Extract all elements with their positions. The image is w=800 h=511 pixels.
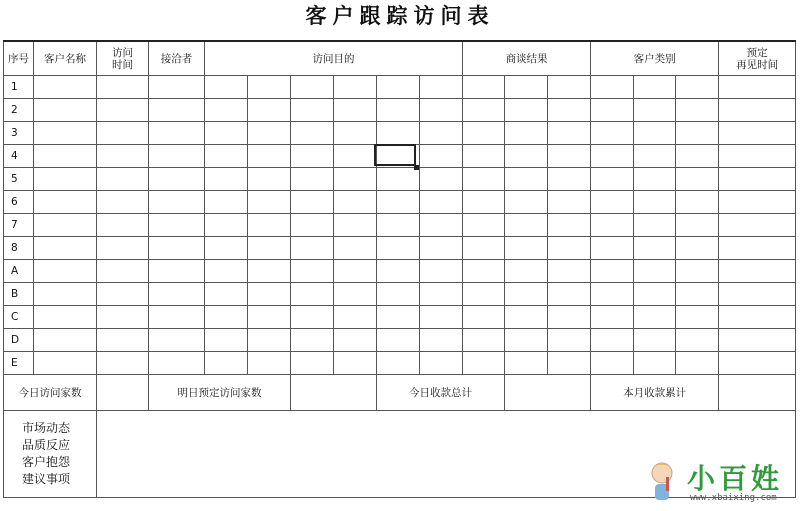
table-cell[interactable]	[505, 306, 548, 329]
table-cell[interactable]	[377, 168, 420, 191]
table-cell[interactable]	[205, 168, 248, 191]
table-cell[interactable]	[291, 214, 334, 237]
table-cell[interactable]	[505, 260, 548, 283]
table-cell[interactable]	[34, 191, 97, 214]
table-cell[interactable]	[505, 122, 548, 145]
row-number: 5	[4, 168, 34, 191]
notes-label-suggestions: 建议事项	[22, 472, 71, 486]
table-cell[interactable]	[634, 237, 676, 260]
table-cell[interactable]	[291, 191, 334, 214]
table-cell[interactable]	[420, 352, 463, 375]
sheet-title: 客户跟踪访问表	[305, 4, 495, 28]
header-seq: 序号	[4, 41, 34, 76]
table-cell[interactable]	[676, 283, 719, 306]
table-cell[interactable]	[248, 99, 291, 122]
table-cell[interactable]	[548, 329, 591, 352]
table-cell[interactable]	[291, 329, 334, 352]
row-number: B	[4, 283, 34, 306]
table-cell[interactable]	[149, 329, 205, 352]
table-cell[interactable]	[377, 260, 420, 283]
summary-today-visits-label: 今日访问家数	[4, 375, 97, 411]
table-cell[interactable]	[97, 329, 149, 352]
table-cell[interactable]	[205, 99, 248, 122]
header-client-name: 客户名称	[34, 41, 97, 76]
table-cell[interactable]	[205, 352, 248, 375]
summary-row	[4, 375, 796, 411]
table-cell[interactable]	[248, 306, 291, 329]
table-cell[interactable]	[334, 99, 377, 122]
table-cell[interactable]	[676, 306, 719, 329]
table-cell[interactable]	[719, 76, 796, 99]
table-cell[interactable]	[463, 283, 505, 306]
mascot-icon	[642, 455, 682, 507]
header-next-visit-text: 预定 再见时间	[736, 46, 779, 71]
table-cell[interactable]	[205, 283, 248, 306]
table-cell[interactable]	[97, 237, 149, 260]
table-cell[interactable]	[334, 168, 377, 191]
table-cell[interactable]	[291, 145, 334, 168]
fill-handle[interactable]	[414, 165, 419, 170]
table-cell[interactable]	[377, 214, 420, 237]
table-cell[interactable]	[591, 329, 634, 352]
row-number: 4	[4, 145, 34, 168]
table-cell[interactable]	[548, 191, 591, 214]
table-cell[interactable]	[463, 99, 505, 122]
table-cell[interactable]	[34, 122, 97, 145]
table-cell[interactable]	[149, 352, 205, 375]
table-cell[interactable]	[34, 145, 97, 168]
table-cell[interactable]	[377, 352, 420, 375]
table-cell[interactable]	[591, 214, 634, 237]
table-cell[interactable]	[505, 214, 548, 237]
table-cell[interactable]	[334, 260, 377, 283]
summary-month-collect-value[interactable]	[719, 375, 796, 411]
summary-tomorrow-visits-value[interactable]	[291, 375, 377, 411]
table-cell[interactable]	[149, 145, 205, 168]
table-row	[4, 329, 796, 352]
table-cell[interactable]	[676, 76, 719, 99]
table-cell[interactable]	[463, 214, 505, 237]
table-cell[interactable]	[463, 352, 505, 375]
table-cell[interactable]	[149, 76, 205, 99]
table-row	[4, 306, 796, 329]
table-cell[interactable]	[634, 168, 676, 191]
table-cell[interactable]	[334, 283, 377, 306]
notes-label-quality: 品质反应	[22, 438, 71, 452]
table-row	[4, 352, 796, 375]
table-cell[interactable]	[205, 329, 248, 352]
table-cell[interactable]	[591, 76, 634, 99]
table-cell[interactable]	[548, 214, 591, 237]
table-cell[interactable]	[291, 283, 334, 306]
table-cell[interactable]	[591, 122, 634, 145]
table-cell[interactable]	[149, 99, 205, 122]
table-cell[interactable]	[420, 76, 463, 99]
row-number: 2	[4, 99, 34, 122]
table-cell[interactable]	[149, 237, 205, 260]
table-cell[interactable]	[334, 329, 377, 352]
table-cell[interactable]	[291, 122, 334, 145]
table-cell[interactable]	[676, 145, 719, 168]
table-cell[interactable]	[205, 237, 248, 260]
table-cell[interactable]	[149, 214, 205, 237]
selected-cell[interactable]	[374, 144, 416, 166]
table-cell[interactable]	[334, 352, 377, 375]
table-cell[interactable]	[634, 283, 676, 306]
table-cell[interactable]	[420, 191, 463, 214]
table-cell[interactable]	[463, 237, 505, 260]
table-cell[interactable]	[248, 283, 291, 306]
notes-label	[4, 411, 97, 498]
table-cell[interactable]	[634, 260, 676, 283]
table-cell[interactable]	[334, 214, 377, 237]
table-cell[interactable]	[591, 145, 634, 168]
table-cell[interactable]	[719, 99, 796, 122]
table-cell[interactable]	[34, 237, 97, 260]
table-cell[interactable]	[719, 352, 796, 375]
table-cell[interactable]	[205, 145, 248, 168]
watermark-url: www.xbaixing.com	[690, 493, 777, 503]
table-cell[interactable]	[676, 99, 719, 122]
table-cell[interactable]	[676, 237, 719, 260]
header-row	[4, 41, 796, 76]
table-cell[interactable]	[463, 306, 505, 329]
table-row	[4, 76, 796, 99]
table-cell[interactable]	[719, 260, 796, 283]
table-cell[interactable]	[377, 99, 420, 122]
table-cell[interactable]	[248, 145, 291, 168]
table-cell[interactable]	[634, 76, 676, 99]
table-cell[interactable]	[291, 76, 334, 99]
table-cell[interactable]	[505, 237, 548, 260]
table-cell[interactable]	[634, 145, 676, 168]
table-cell[interactable]	[97, 191, 149, 214]
table-cell[interactable]	[248, 260, 291, 283]
table-cell[interactable]	[205, 260, 248, 283]
table-cell[interactable]	[291, 99, 334, 122]
table-cell[interactable]	[149, 168, 205, 191]
table-row	[4, 237, 796, 260]
table-cell[interactable]	[420, 214, 463, 237]
row-number: E	[4, 352, 34, 375]
table-cell[interactable]	[719, 122, 796, 145]
table-cell[interactable]	[591, 237, 634, 260]
table-cell[interactable]	[291, 168, 334, 191]
table-cell[interactable]	[205, 122, 248, 145]
table-cell[interactable]	[719, 329, 796, 352]
table-cell[interactable]	[34, 352, 97, 375]
row-number: 6	[4, 191, 34, 214]
row-number: 3	[4, 122, 34, 145]
table-cell[interactable]	[463, 122, 505, 145]
table-cell[interactable]	[248, 168, 291, 191]
data-rows	[4, 76, 796, 375]
table-cell[interactable]	[548, 352, 591, 375]
header-visit-time	[97, 41, 149, 76]
table-cell[interactable]	[377, 306, 420, 329]
table-cell[interactable]	[205, 76, 248, 99]
table-cell[interactable]	[463, 191, 505, 214]
table-cell[interactable]	[334, 237, 377, 260]
table-cell[interactable]	[719, 237, 796, 260]
table-cell[interactable]	[548, 145, 591, 168]
table-cell[interactable]	[420, 283, 463, 306]
table-cell[interactable]	[591, 260, 634, 283]
table-cell[interactable]	[291, 306, 334, 329]
tracking-table-sheet	[3, 40, 795, 498]
table-cell[interactable]	[676, 329, 719, 352]
table-cell[interactable]	[591, 306, 634, 329]
table-cell[interactable]	[505, 168, 548, 191]
table-cell[interactable]	[420, 329, 463, 352]
table-cell[interactable]	[205, 306, 248, 329]
table-cell[interactable]	[334, 306, 377, 329]
table-cell[interactable]	[634, 99, 676, 122]
table-cell[interactable]	[634, 352, 676, 375]
table-cell[interactable]	[248, 329, 291, 352]
table-cell[interactable]	[97, 168, 149, 191]
table-cell[interactable]	[676, 214, 719, 237]
table-cell[interactable]	[97, 99, 149, 122]
table-cell[interactable]	[149, 260, 205, 283]
table-row	[4, 99, 796, 122]
table-cell[interactable]	[97, 76, 149, 99]
table-cell[interactable]	[420, 122, 463, 145]
table-cell[interactable]	[548, 122, 591, 145]
table-cell[interactable]	[97, 122, 149, 145]
table-cell[interactable]	[97, 283, 149, 306]
table-cell[interactable]	[248, 122, 291, 145]
summary-today-collect-value[interactable]	[505, 375, 591, 411]
table-cell[interactable]	[420, 145, 463, 168]
table-cell[interactable]	[377, 76, 420, 99]
table-cell[interactable]	[248, 214, 291, 237]
table-cell[interactable]	[34, 329, 97, 352]
table-cell[interactable]	[548, 283, 591, 306]
table-row	[4, 191, 796, 214]
table-cell[interactable]	[548, 168, 591, 191]
table-cell[interactable]	[719, 214, 796, 237]
table-cell[interactable]	[676, 191, 719, 214]
table-cell[interactable]	[34, 168, 97, 191]
table-cell[interactable]	[248, 76, 291, 99]
table-cell[interactable]	[420, 99, 463, 122]
table-cell[interactable]	[248, 191, 291, 214]
row-number: 1	[4, 76, 34, 99]
header-purpose: 访问目的	[205, 41, 463, 76]
table-cell[interactable]	[634, 329, 676, 352]
table-cell[interactable]	[248, 352, 291, 375]
header-category: 客户类别	[591, 41, 719, 76]
table-cell[interactable]	[463, 76, 505, 99]
table-cell[interactable]	[505, 329, 548, 352]
table-cell[interactable]	[634, 191, 676, 214]
table-cell[interactable]	[34, 76, 97, 99]
table-row	[4, 214, 796, 237]
row-number: 8	[4, 237, 34, 260]
table-cell[interactable]	[149, 191, 205, 214]
table-cell[interactable]	[248, 237, 291, 260]
table-cell[interactable]	[377, 122, 420, 145]
row-number: 7	[4, 214, 34, 237]
table-cell[interactable]	[463, 145, 505, 168]
summary-tomorrow-visits-label: 明日预定访问家数	[149, 375, 291, 411]
table-row	[4, 122, 796, 145]
table-cell[interactable]	[420, 306, 463, 329]
watermark-text: 小百姓	[687, 462, 784, 495]
table-cell[interactable]	[97, 352, 149, 375]
table-cell[interactable]	[676, 168, 719, 191]
table-cell[interactable]	[505, 76, 548, 99]
table-cell[interactable]	[377, 329, 420, 352]
table-cell[interactable]	[591, 283, 634, 306]
table-row	[4, 283, 796, 306]
table-cell[interactable]	[205, 214, 248, 237]
table-cell[interactable]	[676, 352, 719, 375]
table-cell[interactable]	[291, 352, 334, 375]
table-cell[interactable]	[420, 237, 463, 260]
table-cell[interactable]	[377, 237, 420, 260]
header-contact: 接洽者	[149, 41, 205, 76]
table-cell[interactable]	[34, 260, 97, 283]
row-number: A	[4, 260, 34, 283]
table-cell[interactable]	[548, 237, 591, 260]
table-cell[interactable]	[97, 260, 149, 283]
table-cell[interactable]	[591, 99, 634, 122]
table-cell[interactable]	[505, 191, 548, 214]
notes-label-market: 市场动态	[22, 421, 71, 435]
table-cell[interactable]	[34, 99, 97, 122]
table-cell[interactable]	[719, 306, 796, 329]
table-cell[interactable]	[34, 283, 97, 306]
table-cell[interactable]	[149, 306, 205, 329]
table-cell[interactable]	[377, 191, 420, 214]
table-cell[interactable]	[548, 260, 591, 283]
table-cell[interactable]	[377, 283, 420, 306]
table-cell[interactable]	[463, 329, 505, 352]
table-cell[interactable]	[591, 191, 634, 214]
table-cell[interactable]	[291, 237, 334, 260]
table-cell[interactable]	[505, 99, 548, 122]
table-cell[interactable]	[334, 191, 377, 214]
table-cell[interactable]	[420, 260, 463, 283]
notes-label-complaints: 客户抱怨	[22, 455, 71, 469]
table-cell[interactable]	[420, 168, 463, 191]
table-cell[interactable]	[97, 145, 149, 168]
table-cell[interactable]	[334, 76, 377, 99]
table-cell[interactable]	[676, 122, 719, 145]
table-cell[interactable]	[463, 168, 505, 191]
table-cell[interactable]	[634, 214, 676, 237]
tracking-table	[3, 40, 796, 498]
table-cell[interactable]	[719, 283, 796, 306]
table-cell[interactable]	[634, 122, 676, 145]
table-cell[interactable]	[719, 145, 796, 168]
table-cell[interactable]	[334, 122, 377, 145]
table-cell[interactable]	[634, 306, 676, 329]
table-cell[interactable]	[505, 145, 548, 168]
row-number: C	[4, 306, 34, 329]
table-cell[interactable]	[505, 352, 548, 375]
header-result: 商谈结果	[463, 41, 591, 76]
header-visit-time-text: 访问 时间	[112, 46, 133, 71]
table-cell[interactable]	[97, 306, 149, 329]
summary-month-collect-label: 本月收款累计	[591, 375, 719, 411]
summary-today-visits-value[interactable]	[97, 375, 149, 411]
table-cell[interactable]	[34, 214, 97, 237]
table-cell[interactable]	[719, 191, 796, 214]
table-cell[interactable]	[548, 76, 591, 99]
table-cell[interactable]	[34, 306, 97, 329]
table-cell[interactable]	[548, 306, 591, 329]
table-cell[interactable]	[676, 260, 719, 283]
table-row	[4, 168, 796, 191]
table-cell[interactable]	[505, 283, 548, 306]
row-number: D	[4, 329, 34, 352]
table-cell[interactable]	[591, 352, 634, 375]
table-cell[interactable]	[291, 260, 334, 283]
table-row	[4, 260, 796, 283]
table-cell[interactable]	[149, 122, 205, 145]
table-cell[interactable]	[334, 145, 377, 168]
table-cell[interactable]	[548, 99, 591, 122]
table-cell[interactable]	[97, 214, 149, 237]
watermark	[642, 455, 792, 507]
header-next-visit	[719, 41, 796, 76]
table-cell[interactable]	[205, 191, 248, 214]
table-cell[interactable]	[719, 168, 796, 191]
table-cell[interactable]	[591, 168, 634, 191]
summary-today-collect-label: 今日收款总计	[377, 375, 505, 411]
table-cell[interactable]	[463, 260, 505, 283]
table-cell[interactable]	[149, 283, 205, 306]
